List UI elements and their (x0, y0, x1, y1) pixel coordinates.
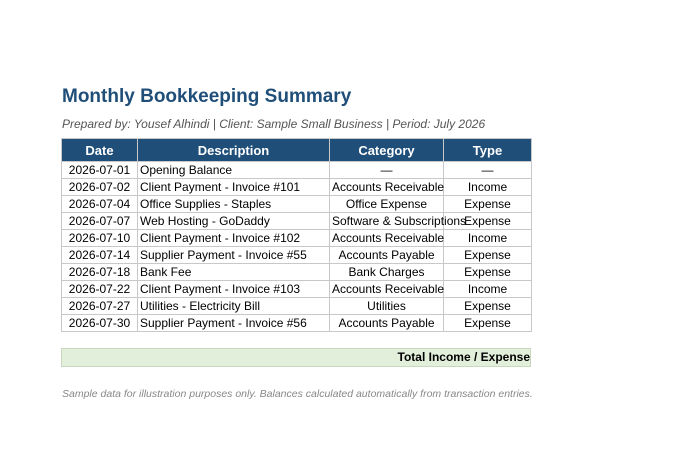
cell-date: 2026-07-18 (62, 264, 138, 281)
cell-category: — (330, 162, 444, 179)
cell-type: Income (444, 230, 532, 247)
page-subtitle: Prepared by: Yousef Alhindi | Client: Sample Small Business | Period: July 2026 (62, 117, 486, 131)
table-row (62, 298, 532, 315)
table-row (62, 315, 532, 332)
cell-type: Expense (444, 298, 532, 315)
table-row (62, 281, 532, 298)
cell-category: Accounts Payable (330, 315, 444, 332)
cell-date: 2026-07-14 (62, 247, 138, 264)
cell-type: Income (444, 179, 532, 196)
cell-type: Expense (444, 315, 532, 332)
cell-category: Software & Subscriptions (330, 213, 444, 230)
column-header-type: Type (444, 139, 532, 162)
cell-description: Bank Fee (138, 264, 330, 281)
cell-type: Expense (444, 213, 532, 230)
cell-description: Office Supplies - Staples (138, 196, 330, 213)
cell-date: 2026-07-01 (62, 162, 138, 179)
cell-description: Opening Balance (138, 162, 330, 179)
cell-type: — (444, 162, 532, 179)
footnote: Sample data for illustration purposes only. Balances calculated automatically from transaction entries. (62, 388, 533, 400)
cell-date: 2026-07-04 (62, 196, 138, 213)
cell-description: Web Hosting - GoDaddy (138, 213, 330, 230)
table-row (62, 230, 532, 247)
column-header-category: Category (330, 139, 444, 162)
cell-description: Supplier Payment - Invoice #56 (138, 315, 330, 332)
table-row (62, 247, 532, 264)
table-row (62, 264, 532, 281)
transactions-table (61, 138, 532, 332)
cell-category: Utilities (330, 298, 444, 315)
cell-description: Client Payment - Invoice #101 (138, 179, 330, 196)
cell-date: 2026-07-30 (62, 315, 138, 332)
cell-category: Office Expense (330, 196, 444, 213)
column-header-date: Date (62, 139, 138, 162)
cell-type: Expense (444, 196, 532, 213)
cell-date: 2026-07-02 (62, 179, 138, 196)
cell-type: Expense (444, 264, 532, 281)
cell-date: 2026-07-22 (62, 281, 138, 298)
cell-type: Income (444, 281, 532, 298)
total-row (61, 348, 531, 367)
cell-date: 2026-07-07 (62, 213, 138, 230)
cell-description: Utilities - Electricity Bill (138, 298, 330, 315)
cell-description: Supplier Payment - Invoice #55 (138, 247, 330, 264)
cell-category: Accounts Receivable (330, 230, 444, 247)
cell-date: 2026-07-27 (62, 298, 138, 315)
cell-date: 2026-07-10 (62, 230, 138, 247)
table-row (62, 162, 532, 179)
cell-category: Accounts Receivable (330, 281, 444, 298)
column-header-description: Description (138, 139, 330, 162)
table-row (62, 179, 532, 196)
total-label: Total Income / Expense (397, 350, 530, 364)
cell-category: Accounts Payable (330, 247, 444, 264)
table-row (62, 196, 532, 213)
cell-type: Expense (444, 247, 532, 264)
cell-description: Client Payment - Invoice #102 (138, 230, 330, 247)
table-row (62, 213, 532, 230)
page-title: Monthly Bookkeeping Summary (62, 86, 352, 107)
cell-category: Accounts Receivable (330, 179, 444, 196)
cell-category: Bank Charges (330, 264, 444, 281)
table-header-row (62, 139, 532, 162)
cell-description: Client Payment - Invoice #103 (138, 281, 330, 298)
